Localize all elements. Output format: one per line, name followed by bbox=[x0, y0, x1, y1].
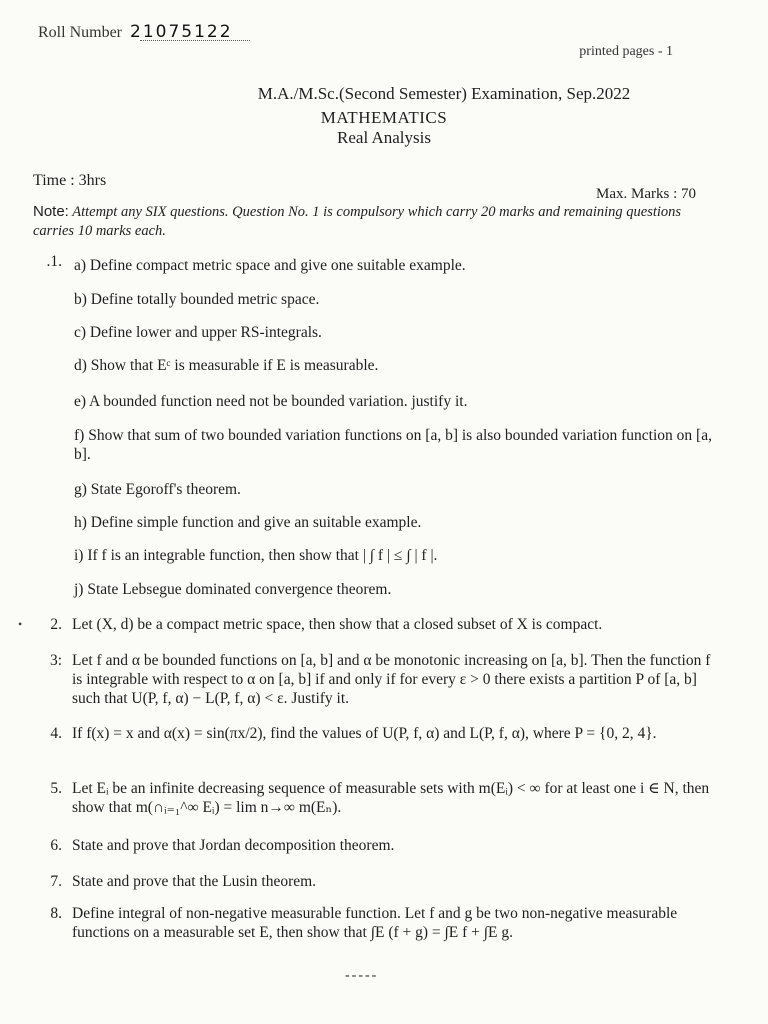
question-text: State and prove that Jordan decomposition theorem. bbox=[72, 837, 395, 854]
question-text: Let f and α be bounded functions on [a, b] and α be monotonic increasing on [a, b]. Then the function f is integrable with respect to α on [a, b] if and only if for every ε > 0 there exists a partition P of [a, b] such that U(P, f, α) − L(P, f, α) < ε. Justify it. bbox=[72, 652, 711, 707]
note-text: Attempt any SIX questions. Question No. 1 is compulsory which carry 20 marks and remaining questions carries 10 marks each. bbox=[33, 204, 682, 239]
question-number: .1. bbox=[46, 253, 62, 270]
question-number: 2. bbox=[50, 616, 62, 633]
question-1g: g) State Egoroff's theorem. bbox=[74, 481, 241, 498]
question-1c: c) Define lower and upper RS-integrals. bbox=[74, 324, 322, 341]
question-1a: a) Define compact metric space and give one suitable example. bbox=[74, 257, 466, 274]
max-marks: Max. Marks : 70 bbox=[596, 186, 696, 202]
roll-number bbox=[38, 22, 233, 42]
roll-number-label: Roll Number bbox=[38, 24, 122, 41]
question-1j: j) State Lebsegue dominated convergence theorem. bbox=[74, 581, 392, 598]
question-1d: d) Show that Eᶜ is measurable if E is measurable. bbox=[74, 357, 379, 374]
question-1b: b) Define totally bounded metric space. bbox=[74, 291, 320, 308]
question-1e: e) A bounded function need not be bounded variation. justify it. bbox=[74, 393, 468, 410]
roll-number-value: 21075122 bbox=[130, 22, 233, 42]
question-1h: h) Define simple function and give an suitable example. bbox=[74, 514, 422, 531]
time-allowed: Time : 3hrs bbox=[33, 172, 107, 189]
question-number: 5. bbox=[50, 780, 62, 797]
question-text: State and prove that the Lusin theorem. bbox=[72, 873, 317, 890]
question-number: 3: bbox=[49, 652, 62, 669]
end-of-paper-marker: ----- bbox=[345, 968, 379, 983]
paper-title: Real Analysis bbox=[337, 128, 431, 147]
question-1i: i) If f is an integrable function, then show that | ∫ f | ≤ ∫ | f |. bbox=[74, 547, 438, 564]
question-text: Define integral of non-negative measurable function. Let f and g be two non-negative measurable functions on a measurable set E, then show that ∫E (f + g) = ∫E f + ∫E g. bbox=[72, 905, 678, 941]
question-number: 4. bbox=[50, 725, 62, 742]
exam-title: M.A./M.Sc.(Second Semester) Examination, Sep.2022 bbox=[257, 84, 631, 103]
question-number: 7. bbox=[50, 873, 62, 890]
instructions-note bbox=[33, 202, 723, 241]
subject-title: MATHEMATICS bbox=[320, 108, 448, 127]
question-text: Let Eᵢ be an infinite decreasing sequence of measurable sets with m(Eᵢ) < ∞ for at least one i ∈ N, then show that m(∩ᵢ₌₁^∞ Eᵢ) = lim n→∞ m(Eₙ). bbox=[72, 780, 710, 816]
question-text: Let (X, d) be a compact metric space, then show that a closed subset of X is compact. bbox=[72, 616, 603, 633]
question-1f: f) Show that sum of two bounded variation functions on [a, b] is also bounded variation function on [a, b]. bbox=[74, 427, 712, 463]
question-number: 6. bbox=[50, 837, 62, 854]
printed-pages: printed pages - 1 bbox=[579, 44, 673, 59]
roll-number-dotted-line bbox=[140, 40, 250, 41]
question-text: If f(x) = x and α(x) = sin(πx/2), find the values of U(P, f, α) and L(P, f, α), where P = {0, 2, 4}. bbox=[72, 725, 657, 742]
question-number: 8. bbox=[50, 905, 62, 922]
note-label: Note: bbox=[33, 203, 69, 220]
pen-mark: • bbox=[18, 617, 23, 631]
